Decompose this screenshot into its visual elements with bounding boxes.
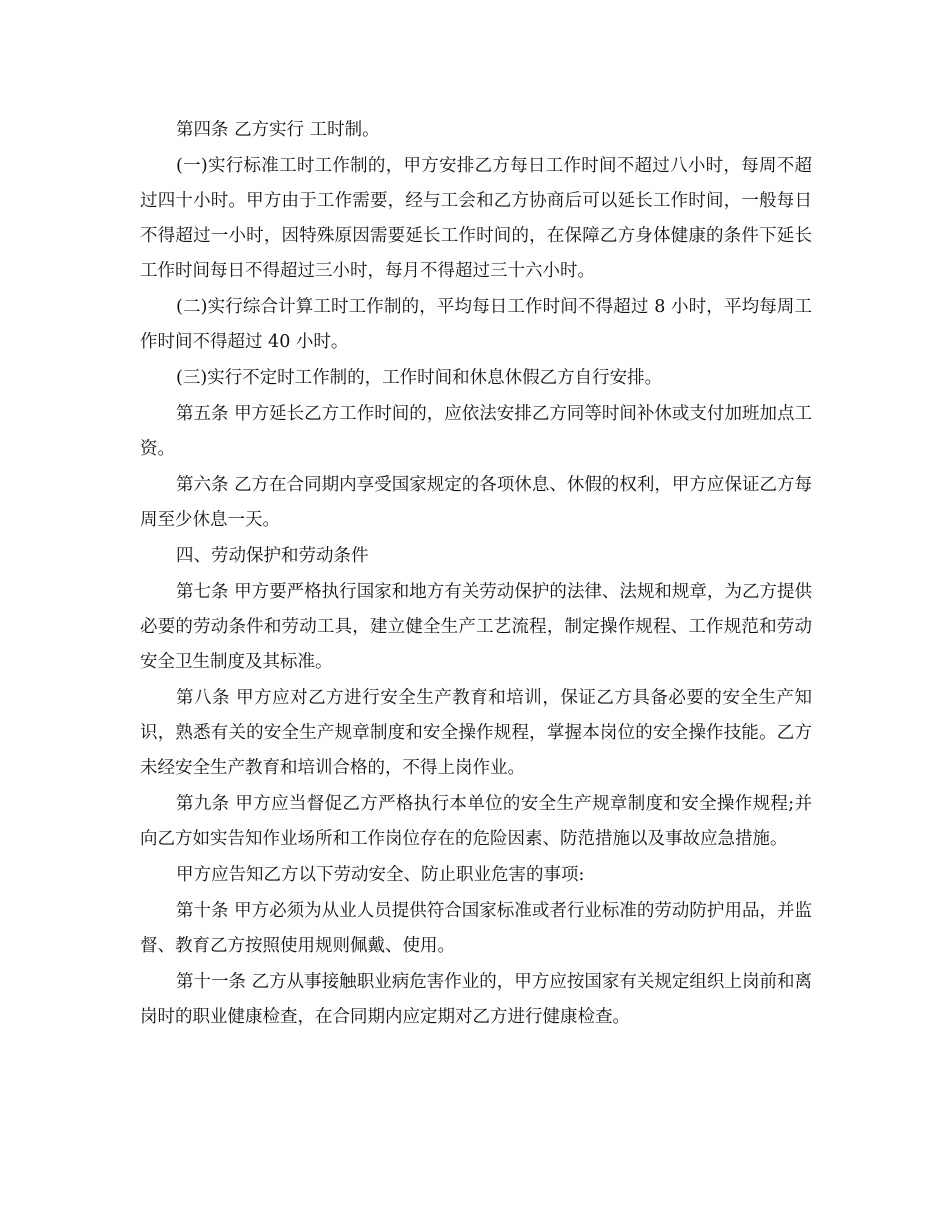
article-4-paragraph: 第四条 乙方实行 工时制。 — [176, 120, 380, 140]
article-5-paragraph: 第五条 甲方延长乙方工作时间的，应依法安排乙方同等时间补休或支付加班加点工资。 — [140, 404, 812, 459]
article-11-paragraph: 第十一条 乙方从事接触职业病危害作业的，甲方应按国家有关规定组织上岗前和离岗时的职业健康检查，在合同期内应定期对乙方进行健康检查。 — [140, 972, 812, 1027]
article-6-paragraph: 第六条 乙方在合同期内享受国家规定的各项休息、休假的权利，甲方应保证乙方每周至少休息一天。 — [140, 475, 812, 530]
section-heading-labor-protection: 四、劳动保护和劳动条件 — [176, 546, 369, 566]
document-page — [140, 113, 812, 1036]
comprehensive-hours-paragraph: (二)实行综合计算工时工作制的，平均每日工作时间不得超过 8 小时，平均每周工作时间不得超过 40 小时。 — [140, 297, 812, 352]
article-9-paragraph: 第九条 甲方应当督促乙方严格执行本单位的安全生产规章制度和安全操作规程;并向乙方如实告知作业场所和工作岗位存在的危险因素、防范措施以及事故应急措施。 — [140, 794, 812, 849]
standard-hours-paragraph: (一)实行标准工时工作制的，甲方安排乙方每日工作时间不超过八小时，每周不超过四十小时。甲方由于工作需要，经与工会和乙方协商后可以延长工作时间，一般每日不得超过一小时，因特殊原因需要延长工作时间的，在保障乙方身体健康的条件下延长工作时间每日不得超过三小时，每月不得超过三十六小时。 — [140, 156, 812, 281]
article-7-paragraph: 第七条 甲方要严格执行国家和地方有关劳动保护的法律、法规和规章，为乙方提供必要的劳动条件和劳动工具，建立健全生产工艺流程，制定操作规程、工作规范和劳动安全卫生制度及其标准。 — [140, 582, 812, 672]
article-10-paragraph: 第十条 甲方必须为从业人员提供符合国家标准或者行业标准的劳动防护用品，并监督、教育乙方按照使用规则佩戴、使用。 — [140, 901, 812, 956]
article-8-paragraph: 第八条 甲方应对乙方进行安全生产教育和培训，保证乙方具备必要的安全生产知识，熟悉有关的安全生产规章制度和安全操作规程，掌握本岗位的安全操作技能。乙方未经安全生产教育和培训合格的，不得上岗作业。 — [140, 688, 812, 778]
flexible-hours-paragraph: (三)实行不定时工作制的，工作时间和休息休假乙方自行安排。 — [176, 368, 663, 388]
notification-paragraph: 甲方应告知乙方以下劳动安全、防止职业危害的事项: — [176, 865, 585, 885]
